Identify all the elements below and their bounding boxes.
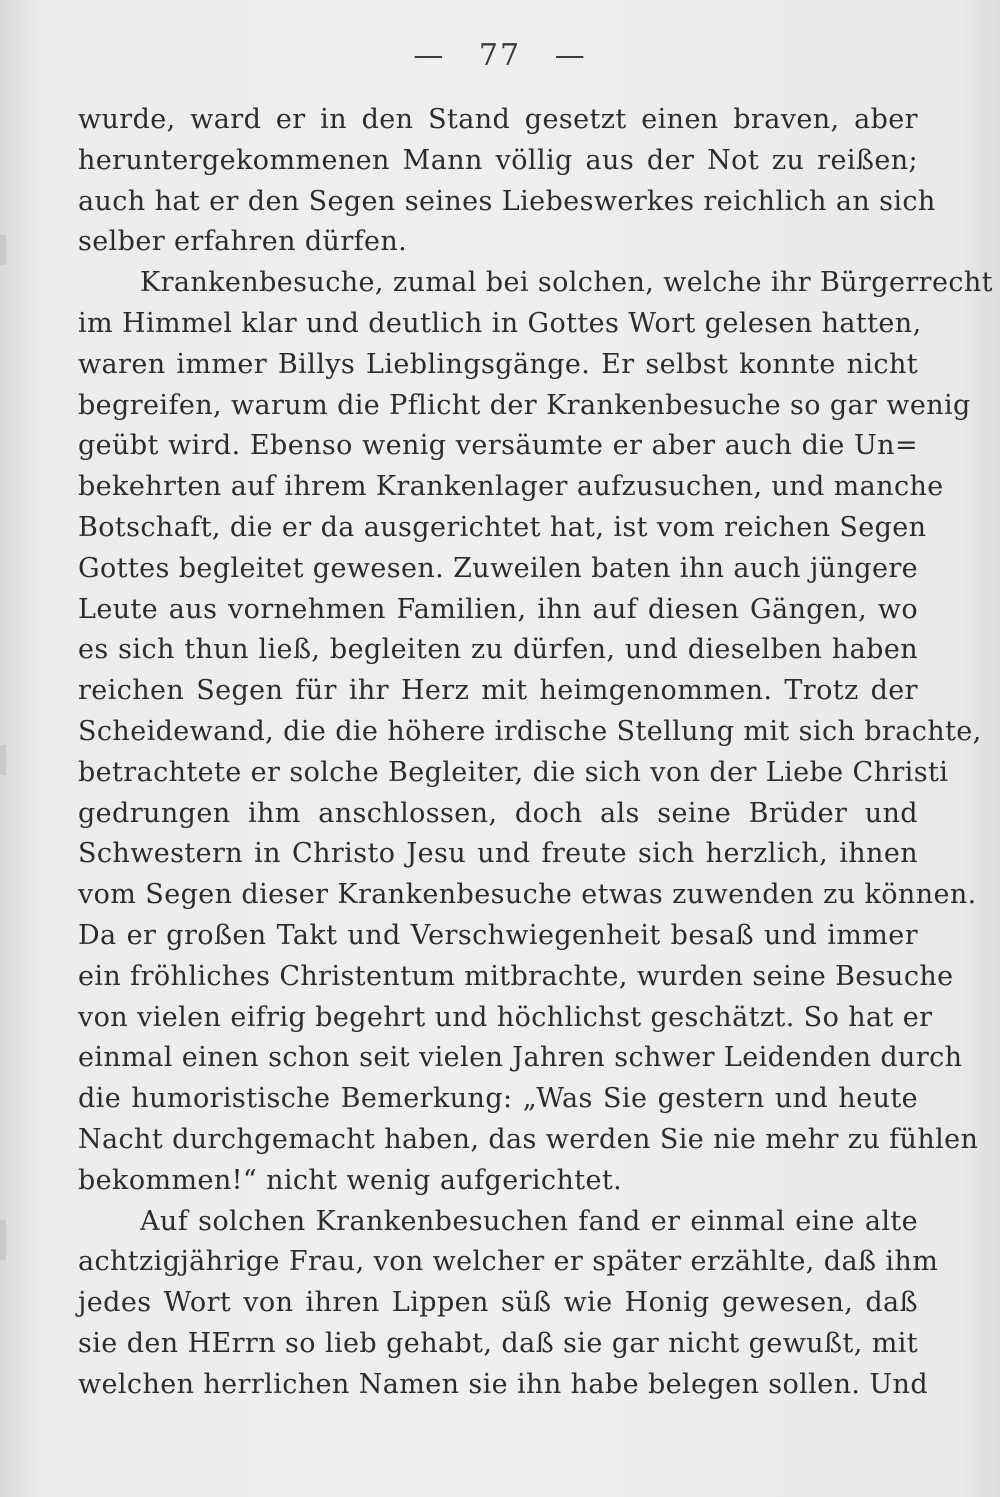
text-line: achtzigjährige Frau, von welcher er später erzählte, daß ihm (78, 1246, 939, 1278)
text-line: welchen herrlichen Namen sie ihn habe belegen sollen. Und (78, 1368, 929, 1400)
text-line: heruntergekommenen Mann völlig aus der Not zu reißen; (78, 144, 918, 176)
paragraph (78, 263, 993, 1201)
text-line: im Himmel klar und deutlich in Gottes Wort gelesen hatten, (78, 307, 922, 339)
text-line: gedrungen ihm anschlossen, doch als seine Brüder und (78, 797, 918, 829)
header-dash-left: — (413, 38, 446, 73)
text-line: die humoristische Bemerkung: „Was Sie gestern und heute (78, 1083, 918, 1115)
text-line: Da er großen Takt und Verschwiegenheit besaß und immer (78, 919, 918, 951)
binding-shadow (0, 1220, 6, 1260)
text-line: Botschaft, die er da ausgerichtet hat, ist vom reichen Segen (78, 511, 927, 543)
text-line: Auf solchen Krankenbesuchen fand er einmal eine alte (140, 1205, 918, 1237)
text-line: bekehrten auf ihrem Krankenlager aufzusuchen, und manche (78, 471, 944, 503)
text-line: Leute aus vornehmen Familien, ihn auf diesen Gängen, wo (78, 593, 918, 625)
text-line: auch hat er den Segen seines Liebeswerkes reichlich an sich (78, 185, 936, 217)
text-line: betrachtete er solche Begleiter, die sich von der Liebe Christi (78, 756, 949, 788)
text-line: Scheidewand, die die höhere irdische Stellung mit sich brachte, (78, 715, 982, 747)
text-line: selber erfahren dürfen. (78, 226, 408, 258)
paragraph (78, 1202, 939, 1406)
text-line: geübt wird. Ebenso wenig versäumte er aber auch die Un= (78, 430, 918, 462)
text-line: waren immer Billys Lieblingsgänge. Er selbst konnte nicht (78, 348, 918, 380)
text-line: jedes Wort von ihren Lippen süß wie Honig gewesen, daß (78, 1287, 918, 1319)
binding-shadow (0, 235, 6, 265)
text-line: Gottes begleitet gewesen. Zuweilen baten ihn auch jüngere (78, 552, 919, 584)
text-line: Nacht durchgemacht haben, das werden Sie nie mehr zu fühlen (78, 1123, 979, 1155)
text-line: einmal einen schon seit vielen Jahren schwer Leidenden durch (78, 1042, 963, 1074)
text-line: Schwestern in Christo Jesu und freute sich herzlich, ihnen (78, 838, 918, 870)
header-dash-right: — (554, 38, 587, 73)
text-line: es sich thun ließ, begleiten zu dürfen, und dieselben haben (78, 634, 918, 666)
text-line: Krankenbesuche, zumal bei solchen, welche ihr Bürgerrecht (140, 267, 993, 299)
text-line: ein fröhliches Christentum mitbrachte, wurden seine Besuche (78, 960, 954, 992)
text-line: reichen Segen für ihr Herz mit heimgenommen. Trotz der (78, 675, 918, 707)
text-line: von vielen eifrig begehrt und höchlichst geschätzt. So hat er (78, 1001, 933, 1033)
binding-shadow (0, 745, 6, 775)
text-line: begreifen, warum die Pflicht der Krankenbesuche so gar wenig (78, 389, 971, 421)
paragraph (78, 100, 936, 263)
text-line: bekommen!“ nicht wenig aufgerichtet. (78, 1164, 623, 1196)
body-text (78, 100, 993, 1406)
text-line: wurde, ward er in den Stand gesetzt einen braven, aber (78, 104, 918, 135)
text-line: sie den HErrn so lieb gehabt, daß sie gar nicht gewußt, mit (78, 1327, 918, 1359)
page-number: 77 (478, 38, 522, 73)
page-header (0, 38, 1000, 73)
text-line: vom Segen dieser Krankenbesuche etwas zuwenden zu können. (78, 879, 977, 911)
